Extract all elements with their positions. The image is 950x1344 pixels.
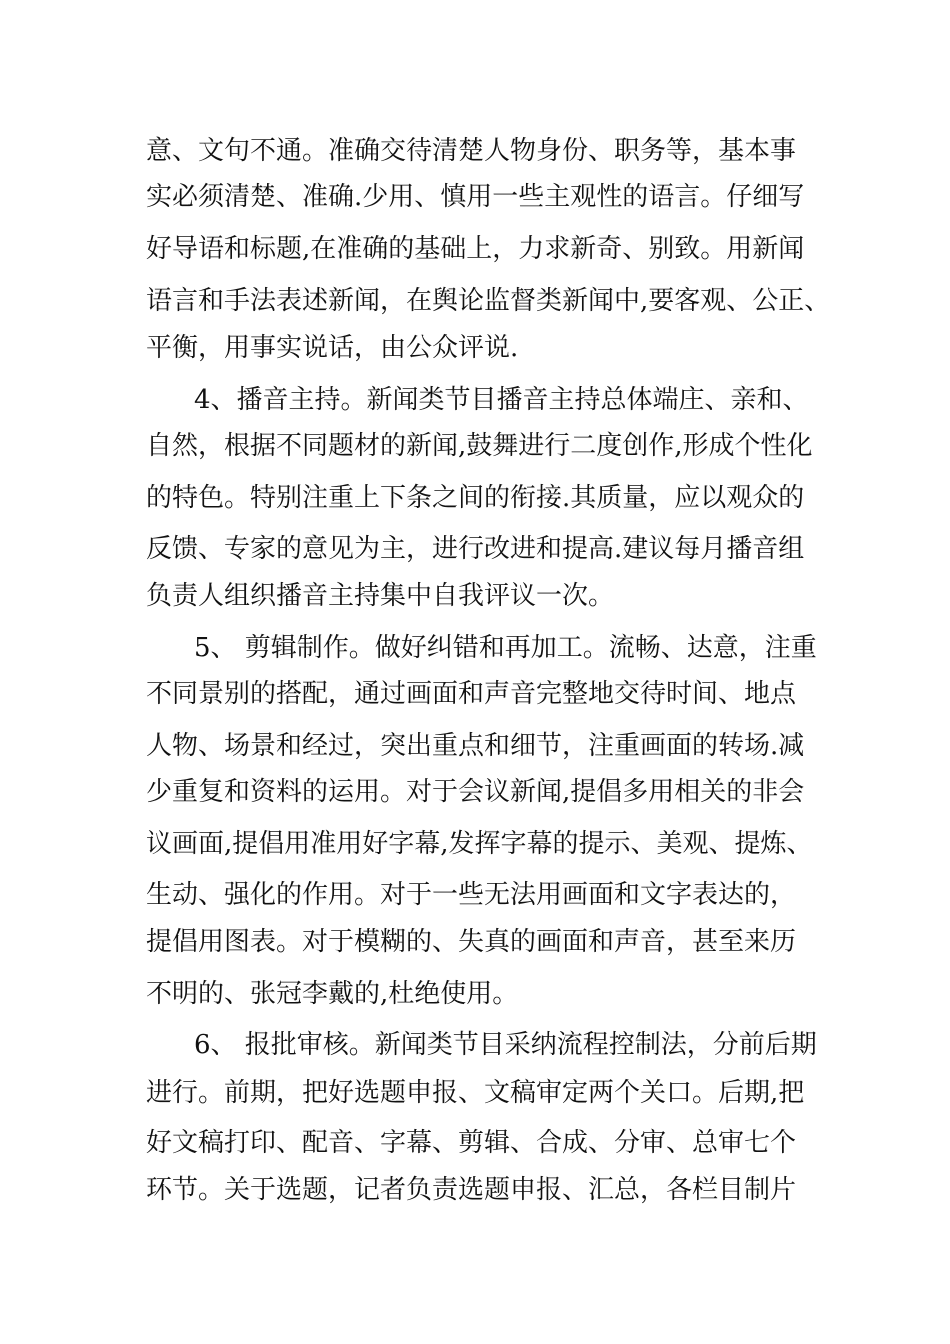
body-text-line: 提倡用图表。对于模糊的、失真的画面和声音，甚至来历 (146, 927, 797, 957)
body-text-line: 反馈、专家的意见为主，进行改进和提高.建议每月播音组 (146, 534, 805, 564)
body-text-line: 的特色。特别注重上下条之间的衔接.其质量，应以观众的 (146, 483, 805, 513)
body-text-line: 不同景别的搭配，通过画面和声音完整地交待时间、地点 (146, 679, 797, 709)
body-text-line: 好文稿打印、配音、字幕、剪辑、合成、分审、总审七个 (146, 1128, 797, 1158)
section-heading-line: 5、 剪辑制作。做好纠错和再加工。流畅、达意，注重 (194, 633, 817, 663)
body-text-line: 生动、强化的作用。对于一些无法用画面和文字表达的， (146, 880, 797, 910)
body-text-line: 环节。关于选题，记者负责选题申报、汇总，各栏目制片 (146, 1175, 797, 1205)
body-text-line: 不明的、张冠李戴的,杜绝使用。 (146, 979, 519, 1009)
body-text-line: 平衡，用事实说话，由公众评说. (146, 333, 519, 363)
body-text-line: 少重复和资料的运用。对于会议新闻,提倡多用相关的非会 (146, 777, 805, 807)
body-text-line: 负责人组织播音主持集中自我评议一次。 (146, 581, 615, 611)
body-text-line: 好导语和标题,在准确的基础上，力求新奇、别致。用新闻 (146, 234, 805, 264)
body-text-line: 议画面,提倡用准用好字幕,发挥字幕的提示、美观、提炼、 (146, 829, 813, 859)
body-text-line: 人物、场景和经过，突出重点和细节，注重画面的转场.减 (146, 731, 805, 761)
body-text-line: 自然，根据不同题材的新闻,鼓舞进行二度创作,形成个性化 (146, 431, 813, 461)
body-text-line: 进行。前期，把好选题申报、文稿审定两个关口。后期,把 (146, 1078, 805, 1108)
body-text-line: 意、文句不通。准确交待清楚人物身份、职务等，基本事 (146, 136, 797, 166)
body-text-line: 实必须清楚、准确.少用、慎用一些主观性的语言。仔细写 (146, 182, 805, 212)
section-heading-line: 6、 报批审核。新闻类节目采纳流程控制法，分前后期 (194, 1030, 817, 1060)
section-heading-line: 4、播音主持。新闻类节目播音主持总体端庄、亲和、 (194, 385, 809, 415)
body-text-line: 语言和手法表述新闻，在舆论监督类新闻中,要客观、公正、 (146, 286, 831, 316)
